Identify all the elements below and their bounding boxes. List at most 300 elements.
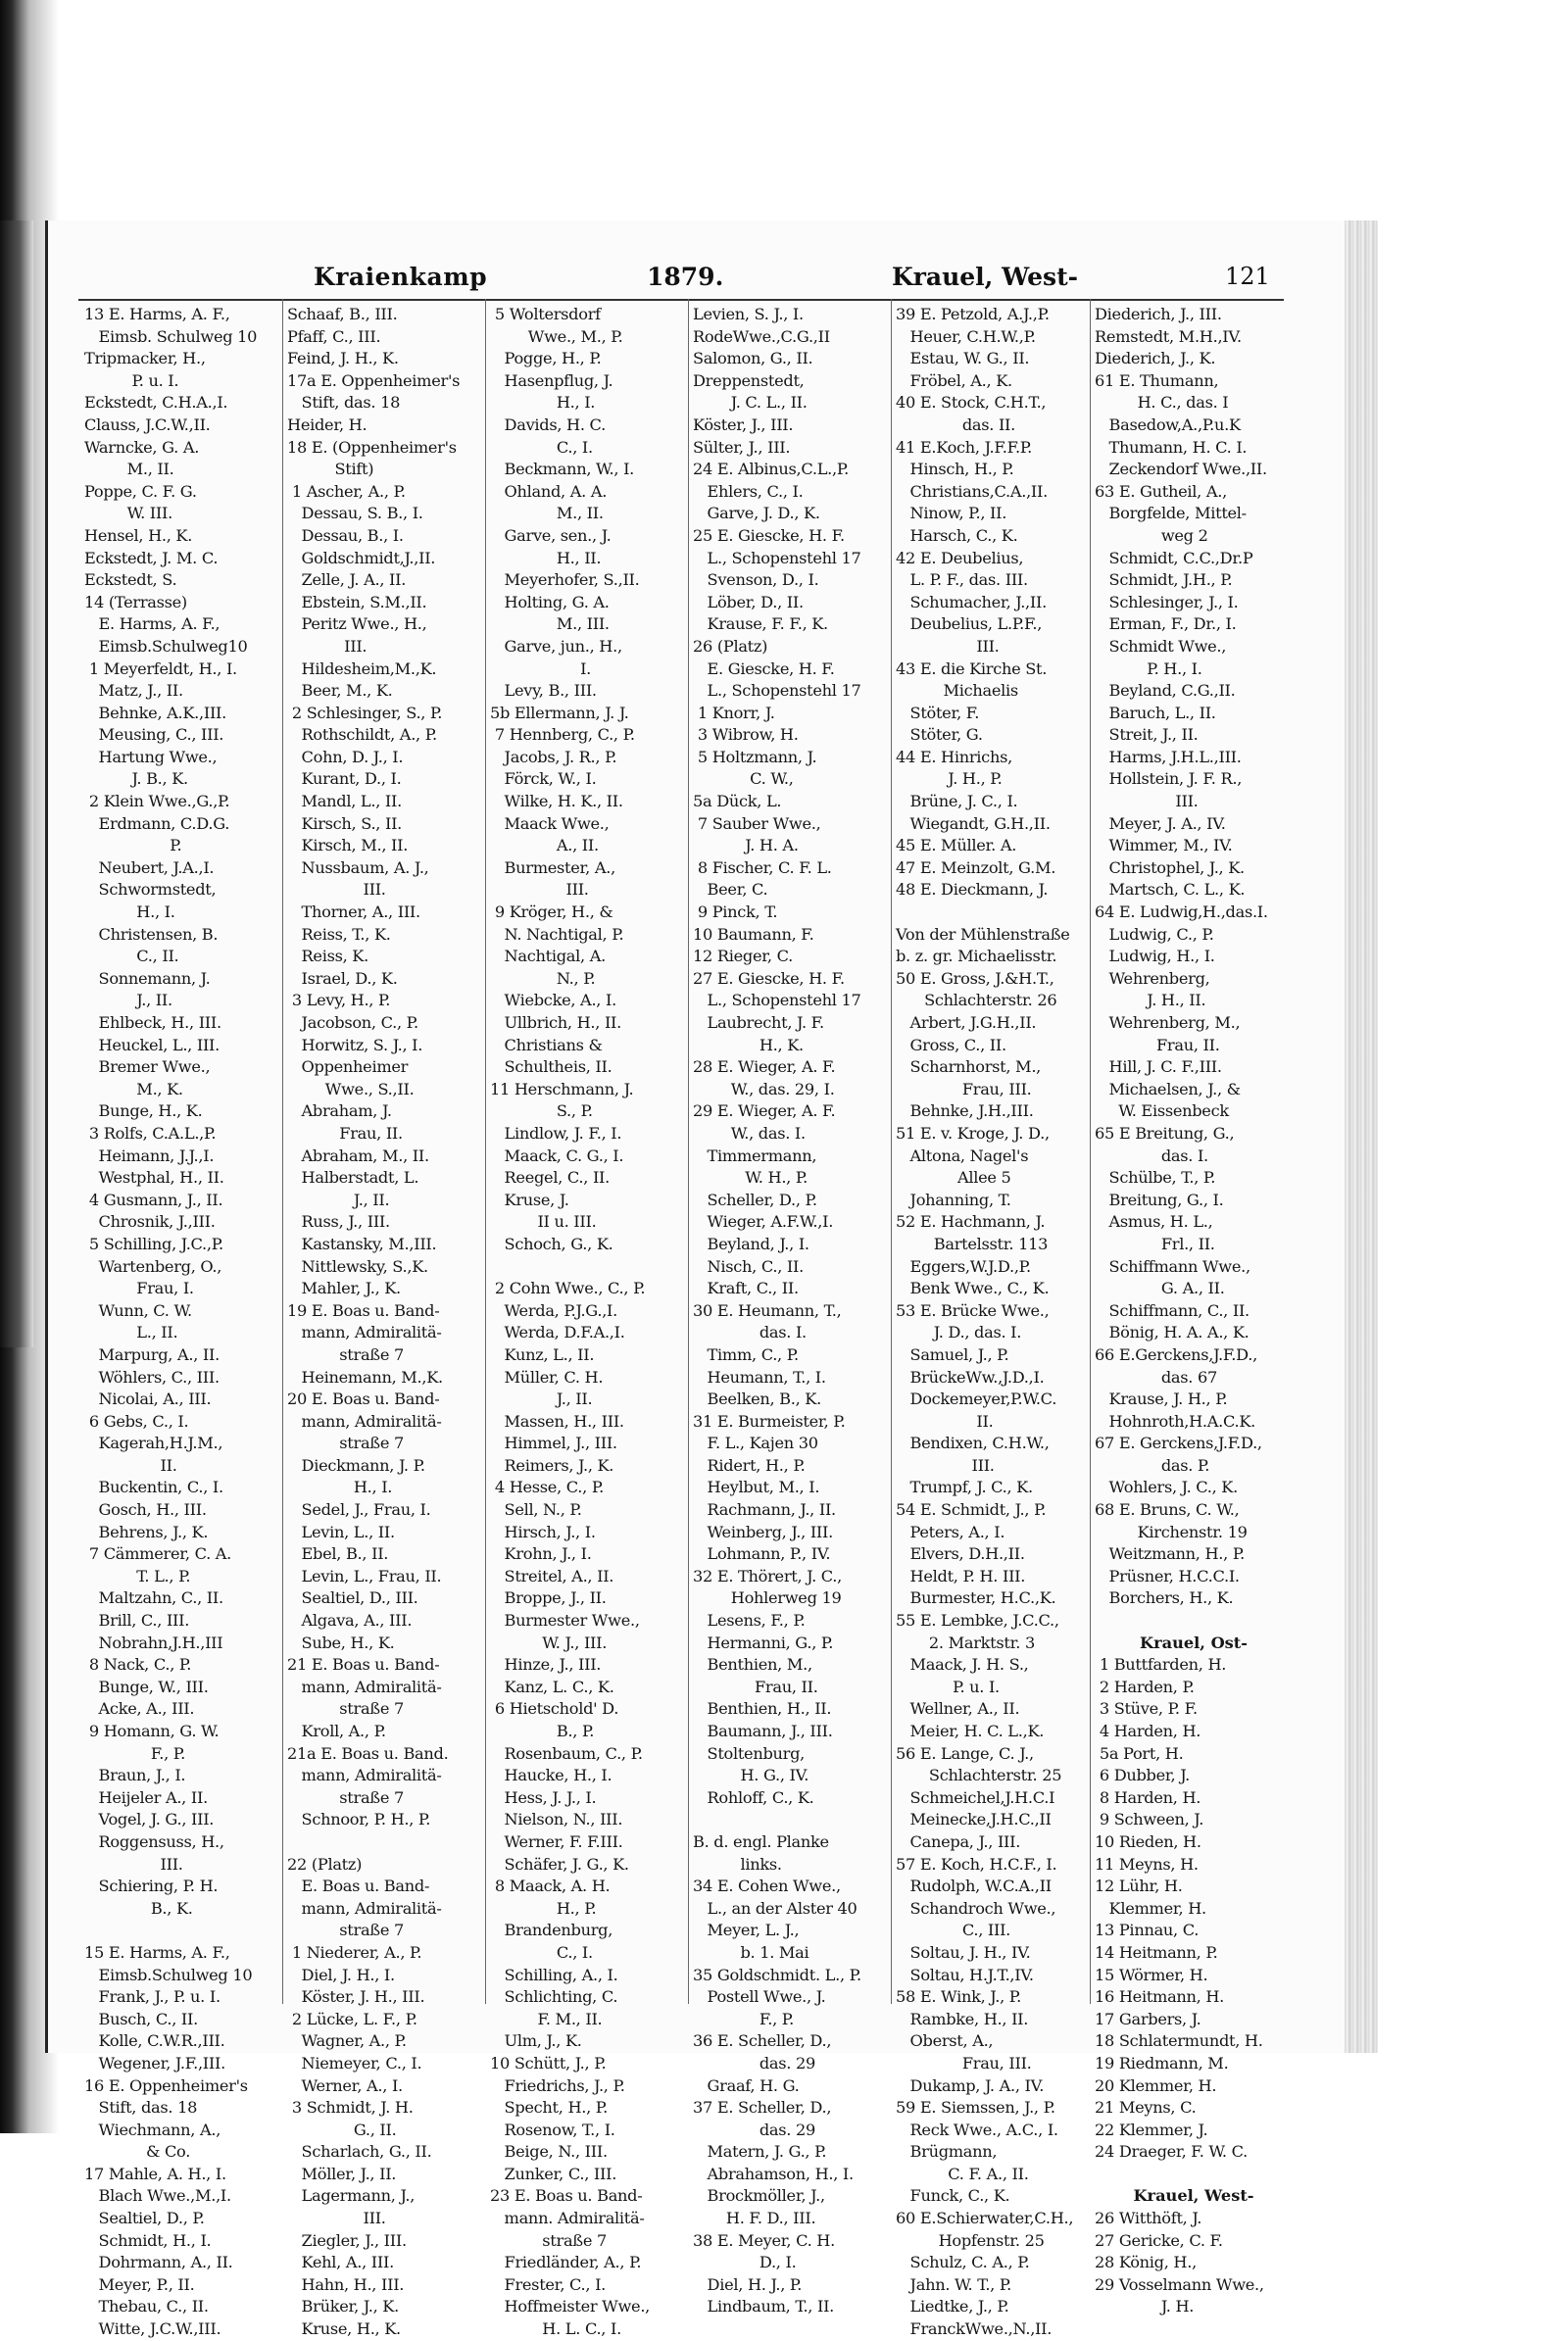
directory-entry: 6 Dubber, J. bbox=[1095, 1766, 1191, 1785]
directory-entry: Christians,C.A.,II. bbox=[896, 481, 1048, 501]
directory-entry: Beelken, B., K. bbox=[693, 1390, 821, 1409]
directory-entry: Kirsch, S., II. bbox=[287, 813, 403, 833]
directory-entry: Rothschildt, A., P. bbox=[287, 725, 437, 745]
directory-entry: III. bbox=[287, 880, 386, 900]
directory-entry: H., K. bbox=[693, 1035, 804, 1054]
directory-entry: Fröbel, A., K. bbox=[896, 370, 1012, 390]
directory-entry: 24 E. Albinus,C.L.,P. bbox=[693, 460, 850, 479]
directory-entry: 8 Harden, H. bbox=[1095, 1787, 1201, 1807]
directory-entry: Stöter, F. bbox=[896, 703, 980, 722]
directory-entry: 8 Nack, C., P. bbox=[84, 1655, 192, 1675]
directory-entry: Wiegandt, G.H.,II. bbox=[896, 813, 1051, 833]
directory-entry: Meyer, L. J., bbox=[693, 1921, 800, 1940]
directory-entry: Massen, H., III. bbox=[490, 1411, 624, 1431]
directory-entry bbox=[896, 902, 1094, 924]
directory-entry: 29 E. Wieger, A. F. bbox=[693, 1101, 836, 1121]
directory-entry: Meusing, C., III. bbox=[84, 725, 224, 745]
directory-entry: 28 E. Wieger, A. F. bbox=[693, 1057, 836, 1077]
directory-entry: Kurant, D., I. bbox=[287, 769, 402, 789]
directory-entry: 14 (Terrasse) bbox=[84, 592, 187, 611]
directory-entry: Schulz, C. A., P. bbox=[896, 2253, 1030, 2272]
directory-entry: Peters, A., I. bbox=[896, 1522, 1005, 1541]
directory-entry: Garve, J. D., K. bbox=[693, 504, 820, 523]
directory-entry: mann, Admiralitä- bbox=[287, 1677, 442, 1696]
directory-entry: 17 Mahle, A. H., I. bbox=[84, 2164, 226, 2183]
directory-entry: III. bbox=[490, 880, 589, 900]
directory-entry: das. 29 bbox=[693, 2120, 815, 2139]
directory-entry: Michaelsen, J., & bbox=[1095, 1079, 1241, 1098]
directory-entry: Rosenbaum, C., P. bbox=[490, 1743, 643, 1763]
directory-entry: Nielson, N., III. bbox=[490, 1810, 623, 1829]
directory-entry: Harms, J.H.L.,III. bbox=[1095, 747, 1242, 766]
directory-entry: 1 Meyerfeldt, H., I. bbox=[84, 658, 237, 678]
column-divider bbox=[891, 299, 892, 2004]
directory-entry: J., II. bbox=[490, 1390, 593, 1409]
directory-entry: E. Giescke, H. F. bbox=[693, 658, 835, 678]
directory-entry: W., das. 29, I. bbox=[693, 1079, 835, 1098]
directory-entry: Neubert, J.A.,I. bbox=[84, 857, 215, 877]
directory-entry: Ridert, H., P. bbox=[693, 1455, 806, 1475]
directory-entry: Frester, C., I. bbox=[490, 2274, 607, 2294]
directory-entry: L., Schopenstehl 17 bbox=[693, 991, 861, 1010]
directory-entry: Westphal, H., II. bbox=[84, 1168, 224, 1188]
directory-entry: Weinberg, J., III. bbox=[693, 1522, 833, 1541]
directory-entry: 67 E. Gerckens,J.F.D., bbox=[1095, 1434, 1262, 1453]
directory-entry: Wiebcke, A., I. bbox=[490, 991, 616, 1010]
directory-entry: Scharlach, G., II. bbox=[287, 2142, 432, 2162]
directory-entry: 10 Rieden, H. bbox=[1095, 1831, 1201, 1851]
directory-entry: 5b Ellermann, J. J. bbox=[490, 703, 629, 722]
directory-entry: E. Boas u. Band- bbox=[287, 1877, 430, 1896]
directory-entry: Wwe., M., P. bbox=[490, 326, 623, 346]
directory-entry: 36 E. Scheller, D., bbox=[693, 2031, 832, 2051]
directory-entry: 24 Draeger, F. W. C. bbox=[1095, 2142, 1248, 2162]
directory-entry: Sonnemann, J. bbox=[84, 968, 211, 988]
directory-entry: Israel, D., K. bbox=[287, 968, 398, 988]
directory-entry: Eckstedt, C.H.A.,I. bbox=[84, 393, 228, 413]
directory-entry: Levien, S. J., I. bbox=[693, 305, 804, 323]
header-year: 1879. bbox=[647, 263, 724, 291]
directory-entry: III. bbox=[1095, 792, 1199, 811]
directory-entry: Werner, F. F.III. bbox=[490, 1831, 623, 1851]
directory-entry: Witte, J.C.W.,III. bbox=[84, 2319, 221, 2339]
directory-entry: Sealtiel, D., P. bbox=[84, 2209, 205, 2228]
directory-entry: N., P. bbox=[490, 968, 596, 988]
directory-entry: 15 E. Harms, A. F., bbox=[84, 1942, 230, 1962]
directory-entry: Heldt, P. H. III. bbox=[896, 1566, 1026, 1585]
directory-entry: Laubrecht, J. F. bbox=[693, 1013, 824, 1032]
directory-entry: Rudolph, W.C.A.,II bbox=[896, 1877, 1052, 1896]
directory-entry: Hill, J. C. F.,III. bbox=[1095, 1057, 1222, 1077]
directory-entry: Lesens, F., P. bbox=[693, 1611, 806, 1631]
directory-entry: 4 Harden, H. bbox=[1095, 1722, 1201, 1740]
directory-entry: Nicolai, A., III. bbox=[84, 1390, 212, 1409]
directory-entry: Christians & bbox=[490, 1035, 603, 1054]
directory-entry: Heylbut, M., I. bbox=[693, 1478, 820, 1497]
directory-entry bbox=[84, 1920, 282, 1942]
directory-entry: Ebstein, S.M.,II. bbox=[287, 592, 427, 611]
directory-entry: straße 7 bbox=[490, 2230, 607, 2250]
directory-entry: 19 E. Boas u. Band- bbox=[287, 1300, 440, 1320]
directory-entry: 13 E. Harms, A. F., bbox=[84, 305, 230, 323]
directory-entry: Abraham, M., II. bbox=[287, 1146, 429, 1165]
directory-entry: Dohrmann, A., II. bbox=[84, 2253, 233, 2272]
directory-entry: Reiss, T., K. bbox=[287, 924, 391, 944]
directory-entry: 56 E. Lange, C. J., bbox=[896, 1743, 1034, 1763]
directory-entry: Schmidt, C.C.,Dr.P bbox=[1095, 548, 1253, 567]
directory-entry: Jacobson, C., P. bbox=[287, 1013, 418, 1032]
directory-entry: Heuckel, L., III. bbox=[84, 1035, 220, 1054]
directory-entry: Frau, II. bbox=[1095, 1035, 1220, 1054]
directory-entry: Abrahamson, H., I. bbox=[693, 2164, 854, 2183]
directory-entry: Ziegler, J., III. bbox=[287, 2230, 407, 2250]
directory-entry: Maack Wwe., bbox=[490, 813, 610, 833]
directory-entry: 15 Wörmer, H. bbox=[1095, 1965, 1208, 1984]
directory-entry: Streit, J., II. bbox=[1095, 725, 1199, 745]
directory-entry: Schlesinger, J., I. bbox=[1095, 592, 1239, 611]
directory-entry: Burmester, H.C.,K. bbox=[896, 1588, 1056, 1608]
directory-entry: Sube, H., K. bbox=[287, 1633, 395, 1652]
directory-entry: Hartung Wwe., bbox=[84, 747, 218, 766]
directory-entry: Schultheis, II. bbox=[490, 1057, 612, 1077]
directory-entry: 28 König, H., bbox=[1095, 2253, 1197, 2272]
directory-entry: 53 E. Brücke Wwe., bbox=[896, 1300, 1050, 1320]
directory-entry: Rosenow, T., I. bbox=[490, 2120, 615, 2139]
directory-entry: Reck Wwe., A.C., I. bbox=[896, 2120, 1058, 2139]
directory-column-1 bbox=[84, 304, 282, 2339]
directory-entry: H., P. bbox=[490, 1898, 597, 1918]
directory-entry: Chrosnik, J.,III. bbox=[84, 1212, 216, 1232]
directory-entry: Schiffmann Wwe., bbox=[1095, 1256, 1250, 1276]
directory-entry: Frank, J., P. u. I. bbox=[84, 1987, 220, 2007]
directory-entry: 59 E. Siemssen, J., P. bbox=[896, 2098, 1055, 2118]
directory-entry: J. H. A. bbox=[693, 836, 799, 855]
directory-entry: 44 E. Hinrichs, bbox=[896, 747, 1012, 766]
directory-entry: 65 E Breitung, G., bbox=[1095, 1123, 1235, 1143]
directory-entry: 7 Sauber Wwe., bbox=[693, 813, 821, 833]
directory-entry: Benthien, H., II. bbox=[693, 1699, 832, 1719]
directory-entry: I. bbox=[490, 658, 592, 678]
directory-entry: Kruse, H., K. bbox=[287, 2319, 401, 2339]
directory-entry: Vogel, J. G., III. bbox=[84, 1810, 215, 1829]
directory-entry: Brüker, J., K. bbox=[287, 2297, 399, 2317]
directory-entry: Arbert, J.G.H.,II. bbox=[896, 1013, 1037, 1032]
directory-entry: & Co. bbox=[84, 2142, 191, 2162]
directory-entry: 34 E. Cohen Wwe., bbox=[693, 1877, 841, 1896]
directory-entry: 43 E. die Kirche St. bbox=[896, 658, 1048, 678]
directory-entry: das. I. bbox=[1095, 1146, 1208, 1165]
directory-entry: Klemmer, H. bbox=[1095, 1898, 1206, 1918]
directory-entry: Hensel, H., K. bbox=[84, 525, 193, 545]
directory-entry: 23 E. Boas u. Band- bbox=[490, 2186, 643, 2206]
directory-entry bbox=[1095, 1610, 1293, 1633]
directory-entry: W. J., III. bbox=[490, 1633, 608, 1652]
directory-entry: Schnoor, P. H., P. bbox=[287, 1810, 431, 1829]
directory-entry: 5 Holtzmann, J. bbox=[693, 747, 817, 766]
directory-entry: Levin, L., Frau, II. bbox=[287, 1566, 442, 1585]
directory-entry: III. bbox=[896, 636, 1000, 656]
directory-entry: Horwitz, S. J., I. bbox=[287, 1035, 423, 1054]
directory-entry: Acke, A., III. bbox=[84, 1699, 195, 1719]
directory-entry: 3 Wibrow, H. bbox=[693, 725, 799, 745]
directory-entry: Wilke, H. K., II. bbox=[490, 792, 623, 811]
directory-entry: Hess, J. J., I. bbox=[490, 1787, 597, 1807]
directory-entry: A., II. bbox=[490, 836, 599, 855]
directory-entry: Kunz, L., II. bbox=[490, 1344, 595, 1364]
directory-entry: P. H., I. bbox=[1095, 658, 1202, 678]
directory-entry: Davids, H. C. bbox=[490, 415, 606, 434]
directory-entry: 58 E. Wink, J., P. bbox=[896, 1987, 1021, 2007]
directory-entry: P. bbox=[84, 836, 182, 855]
directory-entry: Tripmacker, H., bbox=[84, 349, 206, 368]
directory-entry: L. P. F., das. III. bbox=[896, 570, 1028, 590]
directory-entry: 31 E. Burmeister, P. bbox=[693, 1411, 846, 1431]
directory-entry: Bunge, W., III. bbox=[84, 1677, 209, 1696]
directory-entry: 4 Gusmann, J., II. bbox=[84, 1190, 223, 1209]
directory-entry: 57 E. Koch, H.C.F., I. bbox=[896, 1854, 1057, 1874]
directory-entry: Schlachterstr. 25 bbox=[896, 1766, 1062, 1785]
directory-entry: Schlichting, C. bbox=[490, 1987, 618, 2007]
directory-entry: Beyland, C.G.,II. bbox=[1095, 681, 1236, 701]
directory-entry: Schandroch Wwe., bbox=[896, 1898, 1056, 1918]
directory-entry: 64 E. Ludwig,H.,das.I. bbox=[1095, 902, 1268, 922]
section-subheading: Krauel, Ost- bbox=[1140, 1633, 1248, 1652]
directory-entry: F. M., II. bbox=[490, 2009, 603, 2028]
directory-entry: 1 Niederer, A., P. bbox=[287, 1942, 422, 1962]
directory-entry: Erman, F., Dr., I. bbox=[1095, 614, 1237, 634]
directory-entry: 21 Meyns, C. bbox=[1095, 2098, 1197, 2118]
directory-entry: Weitzmann, H., P. bbox=[1095, 1544, 1245, 1564]
directory-entry: Estau, W. G., II. bbox=[896, 349, 1030, 368]
directory-column-2 bbox=[287, 304, 485, 2339]
directory-entry: Zelle, J. A., II. bbox=[287, 570, 407, 590]
directory-entry: T. L., P. bbox=[84, 1566, 191, 1585]
directory-entry: 60 E.Schierwater,C.H., bbox=[896, 2209, 1074, 2228]
directory-entry: Köster, J. H., III. bbox=[287, 1987, 425, 2007]
directory-entry: Prüsner, H.C.C.I. bbox=[1095, 1566, 1240, 1585]
directory-entry: 47 E. Meinzolt, G.M. bbox=[896, 857, 1056, 877]
directory-entry: Wagner, A., P. bbox=[287, 2031, 407, 2051]
directory-entry: 30 E. Heumann, T., bbox=[693, 1300, 842, 1320]
column-divider bbox=[688, 299, 689, 2004]
directory-entry: Meyer, J. A., IV. bbox=[1095, 813, 1226, 833]
directory-entry: Schiffmann, C., II. bbox=[1095, 1300, 1250, 1320]
directory-entry: Maack, J. H. S., bbox=[896, 1655, 1029, 1675]
directory-entry: 66 E.Gerckens,J.F.D., bbox=[1095, 1344, 1257, 1364]
directory-entry: Von der Mühlenstraße bbox=[896, 924, 1070, 944]
directory-entry: Matz, J., II. bbox=[84, 681, 183, 701]
directory-entry: 2 Lücke, L. F., P. bbox=[287, 2009, 417, 2028]
directory-entry: Christensen, B. bbox=[84, 924, 219, 944]
directory-entry: Thebau, C., II. bbox=[84, 2297, 209, 2317]
directory-entry: Roggensuss, H., bbox=[84, 1831, 224, 1851]
directory-entry: Frau, III. bbox=[896, 1079, 1032, 1098]
directory-entry: Ulm, J., K. bbox=[490, 2031, 582, 2051]
header-rule bbox=[78, 299, 1284, 301]
directory-entry: Eimsb.Schulweg10 bbox=[84, 636, 248, 656]
directory-entry: mann. Admiralitä- bbox=[490, 2209, 645, 2228]
directory-entry: Kruse, J. bbox=[490, 1190, 569, 1209]
directory-entry: Hopfenstr. 25 bbox=[896, 2230, 1045, 2250]
directory-entry: Timmermann, bbox=[693, 1146, 817, 1165]
directory-entry: Dukamp, J. A., IV. bbox=[896, 2075, 1045, 2095]
directory-entry: 3 Rolfs, C.A.L.,P. bbox=[84, 1123, 217, 1143]
directory-entry: Wwe., S.,II. bbox=[287, 1079, 415, 1098]
directory-entry: Friedländer, A., P. bbox=[490, 2253, 642, 2272]
directory-entry: Halberstadt, L. bbox=[287, 1168, 419, 1188]
directory-entry: 61 E. Thumann, bbox=[1095, 370, 1219, 390]
directory-entry: 19 Riedmann, M. bbox=[1095, 2053, 1229, 2073]
directory-entry: 45 E. Müller. A. bbox=[896, 836, 1017, 855]
directory-entry: 13 Pinnau, C. bbox=[1095, 1921, 1200, 1940]
directory-entry: Levy, B., III. bbox=[490, 681, 597, 701]
directory-entry: Lindlow, J. F., I. bbox=[490, 1123, 622, 1143]
directory-column-3 bbox=[490, 304, 688, 2339]
directory-entry: G. A., II. bbox=[1095, 1279, 1225, 1298]
directory-entry: Meier, H. C. L.,K. bbox=[896, 1722, 1045, 1740]
directory-entry: das. I. bbox=[693, 1323, 807, 1342]
directory-entry: Förck, W., I. bbox=[490, 769, 597, 789]
directory-entry: Oppenheimer bbox=[287, 1057, 409, 1077]
directory-entry: Rachmann, J., II. bbox=[693, 1500, 836, 1520]
directory-entry: Remstedt, M.H.,IV. bbox=[1095, 326, 1242, 346]
directory-entry: Nittlewsky, S.,K. bbox=[287, 1256, 428, 1276]
directory-column-5 bbox=[896, 304, 1094, 2339]
directory-column-6 bbox=[1095, 304, 1293, 2317]
directory-entry: Sedel, J., Frau, I. bbox=[287, 1500, 431, 1520]
directory-entry: H. C., das. I bbox=[1095, 393, 1229, 413]
directory-entry: Rohloff, C., K. bbox=[693, 1787, 814, 1807]
directory-entry: Gosch, H., III. bbox=[84, 1500, 207, 1520]
directory-entry: 51 E. v. Kroge, J. D., bbox=[896, 1123, 1050, 1143]
directory-entry: Behrens, J., K. bbox=[84, 1522, 209, 1541]
directory-entry: Schumacher, J.,II. bbox=[896, 592, 1047, 611]
directory-entry: 3 Schmidt, J. H. bbox=[287, 2098, 414, 2118]
directory-entry: C. F. A., II. bbox=[896, 2164, 1029, 2183]
directory-entry: Jacobs, J. R., P. bbox=[490, 747, 617, 766]
directory-entry: Krause, F. F., K. bbox=[693, 614, 828, 634]
directory-entry: F., P. bbox=[84, 1743, 185, 1763]
directory-entry: Matern, J. G., P. bbox=[693, 2142, 827, 2162]
directory-entry: 22 Klemmer, J. bbox=[1095, 2120, 1208, 2139]
directory-entry: F., P. bbox=[693, 2009, 794, 2028]
directory-entry: Specht, H., P. bbox=[490, 2098, 608, 2118]
directory-entry: M., II. bbox=[84, 460, 174, 479]
directory-entry: Reiss, K. bbox=[287, 947, 368, 966]
header-left-title: Kraienkamp bbox=[314, 263, 488, 291]
directory-entry: Werda, D.F.A.,I. bbox=[490, 1323, 625, 1342]
directory-entry: das. II. bbox=[896, 415, 1015, 434]
directory-entry: 18 Schlatermundt, H. bbox=[1095, 2031, 1263, 2051]
directory-entry: Goldschmidt,J.,II. bbox=[287, 548, 436, 567]
directory-entry: Hohnroth,H.A.C.K. bbox=[1095, 1411, 1256, 1431]
directory-entry: Streitel, A., II. bbox=[490, 1566, 614, 1585]
directory-entry: Ludwig, H., I. bbox=[1095, 947, 1215, 966]
directory-entry: Busch, C., II. bbox=[84, 2009, 198, 2028]
directory-entry: Schlachterstr. 26 bbox=[896, 991, 1057, 1010]
directory-entry: Schmidt, J.H., P. bbox=[1095, 570, 1233, 590]
directory-entry: Rambke, H., II. bbox=[896, 2009, 1029, 2028]
directory-entry: 42 E. Deubelius, bbox=[896, 548, 1024, 567]
directory-entry: Eckstedt, S. bbox=[84, 570, 177, 590]
directory-entry: RodeWwe.,C.G.,II bbox=[693, 326, 830, 346]
directory-entry: Ludwig, C., P. bbox=[1095, 924, 1214, 944]
directory-entry: mann, Admiralitä- bbox=[287, 1411, 442, 1431]
directory-entry: Kastansky, M.,III. bbox=[287, 1234, 437, 1253]
directory-entry: Löber, D., II. bbox=[693, 592, 804, 611]
directory-entry: 16 Heitmann, H. bbox=[1095, 1987, 1225, 2007]
column-divider bbox=[282, 299, 283, 2004]
book-spine bbox=[0, 220, 33, 1347]
directory-entry: J. B., K. bbox=[84, 769, 188, 789]
directory-entry: FranckWwe.,N.,II. bbox=[896, 2319, 1053, 2339]
directory-entry: 39 E. Petzold, A.J.,P. bbox=[896, 305, 1050, 323]
directory-entry: Nisch, C., II. bbox=[693, 1256, 804, 1276]
directory-entry: 50 E. Gross, J.&H.T., bbox=[896, 968, 1054, 988]
directory-entry: 35 Goldschmidt. L., P. bbox=[693, 1965, 861, 1984]
directory-entry: 5 Woltersdorf bbox=[490, 305, 601, 323]
directory-entry: Marpurg, A., II. bbox=[84, 1344, 220, 1364]
directory-entry: Heijeler A., II. bbox=[84, 1787, 208, 1807]
directory-entry: Asmus, H. L., bbox=[1095, 1212, 1213, 1232]
directory-entry: Graaf, H. G. bbox=[693, 2075, 800, 2095]
directory-entry: Wegener, J.F.,III. bbox=[84, 2053, 225, 2073]
directory-entry: Soltau, J. H., IV. bbox=[896, 1942, 1031, 1962]
page-header bbox=[69, 263, 1289, 302]
directory-entry: Wiechmann, A., bbox=[84, 2120, 221, 2139]
directory-entry: 12 Lühr, H. bbox=[1095, 1877, 1183, 1896]
directory-entry: Heider, H. bbox=[287, 415, 368, 434]
directory-entry: Cohn, D. J., I. bbox=[287, 747, 404, 766]
directory-entry: H., I. bbox=[287, 1478, 393, 1497]
directory-entry: Himmel, J., III. bbox=[490, 1434, 617, 1453]
directory-entry: Beyland, J., I. bbox=[693, 1234, 809, 1253]
directory-entry: C., II. bbox=[84, 947, 179, 966]
header-right-title: Krauel, West- bbox=[892, 263, 1079, 291]
directory-entry: Sell, N., P. bbox=[490, 1500, 582, 1520]
directory-entry: Friedrichs, J., P. bbox=[490, 2075, 625, 2095]
directory-entry: 5a Dück, L. bbox=[693, 792, 782, 811]
directory-entry: E. Harms, A. F., bbox=[84, 614, 220, 634]
directory-entry: L., Schopenstehl 17 bbox=[693, 681, 861, 701]
directory-entry: Schaaf, B., III. bbox=[287, 305, 398, 323]
directory-entry: L., an der Alster 40 bbox=[693, 1898, 858, 1918]
directory-entry: Krause, J. H., P. bbox=[1095, 1390, 1228, 1409]
directory-entry: Zunker, C., III. bbox=[490, 2164, 617, 2183]
directory-entry: III. bbox=[84, 1854, 183, 1874]
directory-entry: Thorner, A., III. bbox=[287, 902, 420, 922]
directory-entry: Hahn, H., III. bbox=[287, 2274, 405, 2294]
directory-entry: 9 Schween, J. bbox=[1095, 1810, 1204, 1829]
directory-entry: 38 E. Meyer, C. H. bbox=[693, 2230, 835, 2250]
directory-entry: Scharnhorst, M., bbox=[896, 1057, 1042, 1077]
directory-entry: 21a E. Boas u. Band. bbox=[287, 1743, 449, 1763]
directory-entry: Behnke, J.H.,III. bbox=[896, 1101, 1034, 1121]
directory-entry: Schäfer, J. G., K. bbox=[490, 1854, 629, 1874]
directory-entry: mann, Admiralitä- bbox=[287, 1323, 442, 1342]
directory-entry: 2 Klein Wwe.,G.,P. bbox=[84, 792, 230, 811]
directory-entry: Bendixen, C.H.W., bbox=[896, 1434, 1050, 1453]
directory-entry: 5a Port, H. bbox=[1095, 1743, 1184, 1763]
directory-entry: Behnke, A.K.,III. bbox=[84, 703, 226, 722]
directory-entry: Poppe, C. F. G. bbox=[84, 481, 197, 501]
directory-entry: Timm, C., P. bbox=[693, 1344, 799, 1364]
directory-entry: 32 E. Thörert, J. C., bbox=[693, 1566, 842, 1585]
directory-entry: H. F. D., III. bbox=[693, 2209, 816, 2228]
directory-entry: Ehlers, C., I. bbox=[693, 481, 804, 501]
directory-entry: 11 Herschmann, J. bbox=[490, 1079, 634, 1098]
directory-entry: Kanz, L. C., K. bbox=[490, 1677, 614, 1696]
